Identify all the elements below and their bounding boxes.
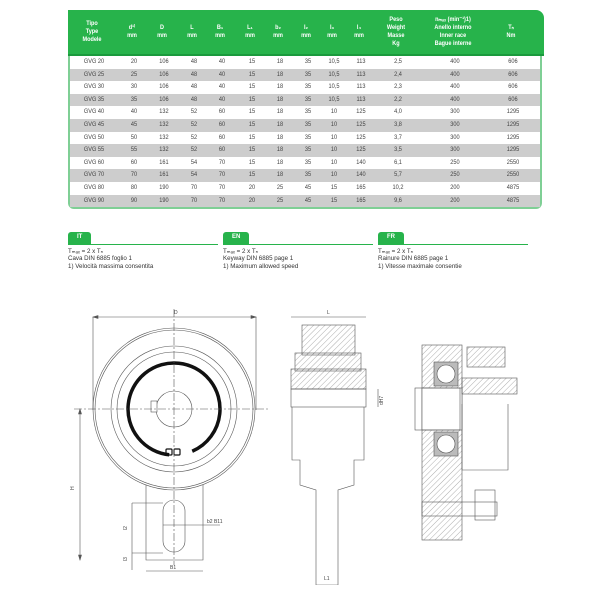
header-line: nₘₐₓ (min⁻¹)1) bbox=[435, 16, 471, 23]
table-cell-l3: 10,5 bbox=[328, 70, 340, 78]
table-cell-L1: 15 bbox=[248, 108, 256, 116]
header-B1 bbox=[208, 10, 232, 54]
table-cell-L1: 15 bbox=[248, 83, 256, 91]
header-line: Inner race bbox=[439, 32, 467, 39]
table-cell-L: 52 bbox=[190, 120, 198, 128]
header-model bbox=[72, 10, 113, 54]
header-line: L₁ bbox=[247, 24, 253, 31]
table-cell-D: 106 bbox=[159, 58, 169, 65]
label-L1: L1 bbox=[324, 576, 330, 582]
header-line: Tₙ bbox=[508, 24, 514, 31]
header-line: B₁ bbox=[216, 24, 224, 31]
header-TN bbox=[491, 10, 530, 54]
table-cell-l2: 45 bbox=[304, 183, 312, 191]
table-cell-TN: 2550 bbox=[506, 171, 520, 179]
table-cell-L1: 15 bbox=[248, 120, 256, 128]
table-cell-B1: 70 bbox=[218, 183, 226, 191]
table-cell-D: 161 bbox=[159, 158, 169, 166]
table-cell-model: GVG 55 bbox=[83, 146, 105, 154]
header-line: Peso bbox=[389, 16, 403, 23]
table-cell-nmax: 300 bbox=[450, 133, 460, 141]
table-cell-l3: 10,5 bbox=[328, 95, 340, 103]
table-cell-b2: 18 bbox=[276, 70, 284, 78]
table-cell-b2: 18 bbox=[276, 120, 284, 128]
speed-note: 1) Maximum allowed speed bbox=[223, 262, 299, 270]
table-cell-L: 48 bbox=[190, 95, 198, 103]
header-line: mm bbox=[215, 32, 225, 39]
header-weight bbox=[376, 10, 415, 54]
label-b2: b2 B11 bbox=[207, 519, 223, 525]
table-cell-weight: 4,0 bbox=[394, 108, 402, 116]
side-view-drawing bbox=[270, 295, 400, 585]
header-line: Kg bbox=[392, 40, 400, 47]
table-cell-model: GVG 50 bbox=[83, 133, 105, 141]
table-cell-L: 48 bbox=[190, 58, 198, 65]
table-cell-model: GVG 45 bbox=[83, 120, 105, 128]
table-cell-L: 48 bbox=[190, 83, 198, 91]
header-line: mm bbox=[157, 32, 167, 39]
table-cell-B1: 60 bbox=[218, 146, 226, 154]
divider bbox=[378, 244, 528, 245]
lang-tag-it: IT bbox=[68, 232, 91, 244]
table-header bbox=[68, 10, 544, 56]
table-cell-L1: 15 bbox=[248, 70, 256, 78]
table-cell-TN: 2550 bbox=[506, 158, 520, 166]
table-cell-l4: 165 bbox=[356, 196, 366, 204]
table-cell-l2: 35 bbox=[304, 146, 312, 154]
table-cell-nmax: 400 bbox=[450, 58, 460, 65]
table-cell-nmax: 300 bbox=[450, 108, 460, 116]
header-line: l₃ bbox=[329, 24, 335, 31]
divider bbox=[223, 244, 373, 245]
table-row bbox=[70, 119, 540, 132]
header-line: L bbox=[190, 24, 194, 31]
table-cell-D: 106 bbox=[159, 83, 169, 91]
table-cell-model: GVG 40 bbox=[83, 108, 105, 116]
table-cell-L: 54 bbox=[190, 158, 198, 166]
table-cell-TN: 4875 bbox=[506, 196, 520, 204]
header-line: Type bbox=[85, 28, 99, 35]
table-cell-nmax: 250 bbox=[450, 171, 460, 179]
table-cell-model: GVG 90 bbox=[83, 196, 105, 204]
table-cell-l4: 125 bbox=[356, 108, 366, 116]
table-cell-B1: 70 bbox=[218, 196, 226, 204]
table-cell-TN: 1295 bbox=[506, 146, 520, 154]
table-cell-d: 25 bbox=[130, 70, 138, 78]
header-line: b₂ bbox=[275, 24, 281, 31]
table-cell-weight: 2,4 bbox=[394, 70, 402, 78]
table-cell-L: 70 bbox=[190, 196, 198, 204]
table-cell-l2: 45 bbox=[304, 196, 312, 204]
table-cell-B1: 40 bbox=[218, 95, 226, 103]
table-row bbox=[70, 182, 540, 195]
table-cell-l4: 140 bbox=[356, 171, 366, 179]
table-cell-l2: 35 bbox=[304, 58, 312, 65]
table-cell-l4: 140 bbox=[356, 158, 366, 166]
table-cell-d: 60 bbox=[130, 158, 138, 166]
header-line: mm bbox=[245, 32, 255, 39]
header-l2 bbox=[294, 10, 318, 54]
table-cell-nmax: 200 bbox=[450, 183, 460, 191]
table-cell-D: 190 bbox=[159, 196, 169, 204]
table-cell-b2: 25 bbox=[276, 183, 284, 191]
table-cell-l3: 10 bbox=[330, 120, 338, 128]
table-cell-B1: 40 bbox=[218, 83, 226, 91]
header-line: Bague interne bbox=[434, 40, 472, 47]
table-cell-D: 132 bbox=[159, 146, 169, 154]
table-cell-L: 48 bbox=[190, 70, 198, 78]
table-cell-B1: 60 bbox=[218, 120, 226, 128]
table-cell-l4: 165 bbox=[356, 183, 366, 191]
table-cell-b2: 25 bbox=[276, 196, 284, 204]
table-cell-TN: 1295 bbox=[506, 108, 520, 116]
header-line: mm bbox=[127, 32, 137, 39]
table-row bbox=[70, 169, 540, 182]
table-cell-model: GVG 25 bbox=[83, 70, 105, 78]
table-cell-d: 80 bbox=[130, 183, 138, 191]
table-cell-model: GVG 35 bbox=[83, 95, 105, 103]
table-cell-model: GVG 70 bbox=[83, 171, 105, 179]
table-cell-l2: 35 bbox=[304, 70, 312, 78]
table-cell-nmax: 400 bbox=[450, 95, 460, 103]
table-cell-L: 52 bbox=[190, 108, 198, 116]
table-cell-l4: 113 bbox=[356, 95, 366, 103]
keyway-note: Cava DIN 6885 foglio 1 bbox=[68, 255, 132, 263]
formula: Tₘₐₓ = 2 x Tₙ bbox=[68, 247, 104, 255]
table-cell-l2: 35 bbox=[304, 158, 312, 166]
table-cell-nmax: 400 bbox=[450, 70, 460, 78]
table-cell-l2: 35 bbox=[304, 133, 312, 141]
table-cell-l2: 35 bbox=[304, 120, 312, 128]
table-row bbox=[70, 157, 540, 170]
speed-note: 1) Velocità massima consentita bbox=[68, 262, 154, 270]
table-cell-weight: 2,3 bbox=[394, 83, 402, 91]
table-cell-weight: 3,8 bbox=[394, 120, 402, 128]
header-line: Weight bbox=[386, 24, 406, 31]
table-cell-d: 30 bbox=[130, 83, 138, 91]
table-cell-weight: 3,5 bbox=[394, 146, 402, 154]
table-cell-model: GVG 20 bbox=[83, 58, 105, 65]
table-cell-model: GVG 30 bbox=[83, 83, 105, 91]
table-cell-d: 40 bbox=[130, 108, 138, 116]
spec-table bbox=[68, 10, 542, 209]
label-B1: B1 bbox=[170, 565, 177, 571]
table-cell-l3: 10 bbox=[330, 171, 338, 179]
keyway-note: Keyway DIN 6885 page 1 bbox=[223, 255, 294, 263]
table-cell-b2: 18 bbox=[276, 146, 284, 154]
table-cell-TN: 606 bbox=[508, 83, 518, 91]
header-nmax bbox=[423, 10, 483, 54]
header-line: d¹⁾ bbox=[128, 24, 136, 31]
header-l4 bbox=[347, 10, 371, 54]
label-L: L bbox=[327, 310, 330, 316]
table-cell-nmax: 300 bbox=[450, 146, 460, 154]
table-cell-l3: 10,5 bbox=[328, 83, 340, 91]
table-cell-b2: 18 bbox=[276, 133, 284, 141]
notes-fr bbox=[378, 232, 528, 270]
table-cell-l2: 35 bbox=[304, 95, 312, 103]
table-cell-l2: 35 bbox=[304, 108, 312, 116]
label-D: D bbox=[174, 310, 178, 316]
table-cell-B1: 70 bbox=[218, 171, 226, 179]
table-cell-TN: 606 bbox=[508, 95, 518, 103]
header-L1 bbox=[238, 10, 262, 54]
table-cell-l4: 113 bbox=[356, 58, 366, 65]
table-cell-weight: 10,2 bbox=[392, 183, 404, 191]
table-row bbox=[70, 81, 540, 94]
table-cell-model: GVG 80 bbox=[83, 183, 105, 191]
header-line: mm bbox=[273, 32, 283, 39]
table-cell-l3: 15 bbox=[330, 183, 338, 191]
header-L bbox=[180, 10, 204, 54]
table-cell-D: 106 bbox=[159, 70, 169, 78]
table-cell-b2: 18 bbox=[276, 171, 284, 179]
table-cell-b2: 18 bbox=[276, 95, 284, 103]
table-row bbox=[70, 69, 540, 82]
table-cell-L: 70 bbox=[190, 183, 198, 191]
header-b2 bbox=[266, 10, 290, 54]
front-view-drawing bbox=[60, 295, 280, 585]
table-cell-weight: 2,5 bbox=[394, 58, 402, 65]
table-cell-B1: 70 bbox=[218, 158, 226, 166]
table-cell-D: 190 bbox=[159, 183, 169, 191]
table-cell-l2: 35 bbox=[304, 83, 312, 91]
table-cell-l3: 10 bbox=[330, 146, 338, 154]
table-cell-weight: 3,7 bbox=[394, 133, 402, 141]
header-d bbox=[120, 10, 144, 54]
installation-view-drawing bbox=[400, 320, 545, 550]
table-cell-B1: 60 bbox=[218, 133, 226, 141]
table-cell-D: 132 bbox=[159, 120, 169, 128]
table-cell-L1: 15 bbox=[248, 171, 256, 179]
table-cell-l4: 125 bbox=[356, 133, 366, 141]
table-cell-nmax: 200 bbox=[450, 196, 460, 204]
header-line: l₂ bbox=[303, 24, 308, 31]
table-cell-TN: 1295 bbox=[506, 120, 520, 128]
header-line: mm bbox=[301, 32, 311, 39]
table-cell-weight: 6,1 bbox=[394, 158, 402, 166]
table-cell-b2: 18 bbox=[276, 158, 284, 166]
table-cell-B1: 40 bbox=[218, 70, 226, 78]
table-cell-weight: 5,7 bbox=[394, 171, 402, 179]
header-line: Nm bbox=[506, 32, 516, 39]
table-cell-L: 52 bbox=[190, 133, 198, 141]
divider bbox=[68, 244, 218, 245]
notes-it bbox=[68, 232, 218, 270]
table-cell-d: 90 bbox=[130, 196, 138, 204]
table-cell-b2: 18 bbox=[276, 83, 284, 91]
header-line: Tipo bbox=[86, 20, 98, 27]
table-cell-d: 45 bbox=[130, 120, 138, 128]
header-l3 bbox=[320, 10, 344, 54]
table-cell-nmax: 300 bbox=[450, 120, 460, 128]
table-cell-TN: 606 bbox=[508, 70, 518, 78]
table-body bbox=[70, 56, 540, 207]
table-cell-D: 132 bbox=[159, 133, 169, 141]
table-row bbox=[70, 106, 540, 119]
formula: Tₘₐₓ = 2 x Tₙ bbox=[223, 247, 259, 255]
table-cell-d: 70 bbox=[130, 171, 138, 179]
table-cell-B1: 40 bbox=[218, 58, 226, 65]
table-row bbox=[70, 56, 540, 69]
table-cell-D: 161 bbox=[159, 171, 169, 179]
table-cell-l3: 10 bbox=[330, 158, 338, 166]
table-cell-weight: 2,2 bbox=[394, 95, 402, 103]
table-cell-l4: 113 bbox=[356, 83, 366, 91]
header-line: Modele bbox=[82, 36, 102, 43]
keyway-note: Rainure DIN 6885 page 1 bbox=[378, 255, 449, 263]
table-row bbox=[70, 195, 540, 208]
table-cell-d: 20 bbox=[130, 58, 138, 65]
header-line: Anello interno bbox=[434, 24, 472, 31]
table-cell-TN: 1295 bbox=[506, 133, 520, 141]
lang-tag-fr: FR bbox=[378, 232, 404, 244]
table-cell-l3: 15 bbox=[330, 196, 338, 204]
label-dH7: dH7 bbox=[379, 395, 385, 405]
table-cell-D: 106 bbox=[159, 95, 169, 103]
table-cell-l4: 125 bbox=[356, 120, 366, 128]
table-cell-model: GVG 60 bbox=[83, 158, 105, 166]
table-cell-d: 35 bbox=[130, 95, 138, 103]
label-l3: l3 bbox=[123, 557, 129, 561]
header-line: l₄ bbox=[356, 24, 362, 31]
table-cell-l3: 10 bbox=[330, 108, 338, 116]
table-cell-weight: 9,6 bbox=[394, 196, 402, 204]
speed-note: 1) Vitesse maximale consentie bbox=[378, 262, 462, 270]
table-cell-l3: 10 bbox=[330, 133, 338, 141]
label-H: H bbox=[70, 486, 76, 490]
table-cell-L1: 15 bbox=[248, 146, 256, 154]
table-cell-L1: 15 bbox=[248, 95, 256, 103]
table-row bbox=[70, 94, 540, 107]
table-cell-D: 132 bbox=[159, 108, 169, 116]
notes-en bbox=[223, 232, 373, 270]
header-line: mm bbox=[354, 32, 364, 39]
table-row bbox=[70, 132, 540, 145]
table-cell-b2: 18 bbox=[276, 108, 284, 116]
table-cell-l4: 125 bbox=[356, 146, 366, 154]
table-cell-l3: 10,5 bbox=[328, 58, 340, 65]
table-cell-L1: 20 bbox=[248, 196, 256, 204]
header-D bbox=[150, 10, 174, 54]
table-cell-d: 50 bbox=[130, 133, 138, 141]
table-cell-B1: 60 bbox=[218, 108, 226, 116]
header-line: mm bbox=[187, 32, 197, 39]
table-cell-nmax: 250 bbox=[450, 158, 460, 166]
formula: Tₘₐₓ = 2 x Tₙ bbox=[378, 247, 414, 255]
label-l2: l2 bbox=[123, 526, 129, 530]
header-line: Masse bbox=[387, 32, 405, 39]
table-cell-L1: 15 bbox=[248, 158, 256, 166]
table-cell-TN: 4875 bbox=[506, 183, 520, 191]
header-line: D bbox=[159, 24, 164, 31]
table-cell-b2: 18 bbox=[276, 58, 284, 65]
table-cell-L1: 20 bbox=[248, 183, 256, 191]
table-cell-l4: 113 bbox=[356, 70, 366, 78]
table-cell-d: 55 bbox=[130, 146, 138, 154]
table-cell-nmax: 400 bbox=[450, 83, 460, 91]
table-cell-TN: 606 bbox=[508, 58, 518, 65]
lang-tag-en: EN bbox=[223, 232, 249, 244]
table-cell-l2: 35 bbox=[304, 171, 312, 179]
table-cell-L1: 15 bbox=[248, 133, 256, 141]
table-row bbox=[70, 144, 540, 157]
table-cell-L: 54 bbox=[190, 171, 198, 179]
table-cell-L: 52 bbox=[190, 146, 198, 154]
table-cell-L1: 15 bbox=[248, 58, 256, 65]
header-line: mm bbox=[327, 32, 337, 39]
